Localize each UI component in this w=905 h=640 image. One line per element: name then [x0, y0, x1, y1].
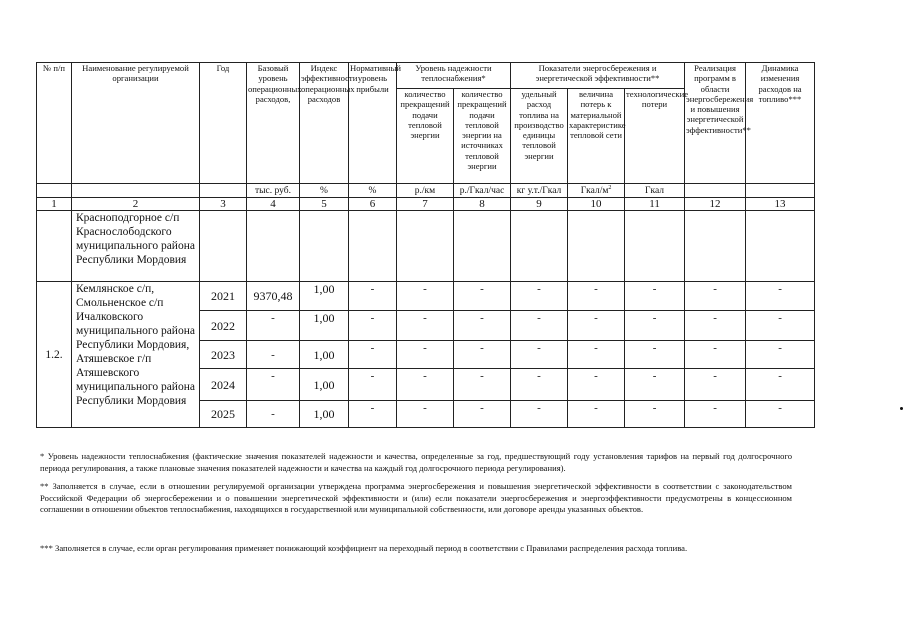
entry-number: 1.2.: [37, 282, 72, 428]
dash-cell: -: [568, 401, 625, 428]
base-cell: -: [247, 401, 300, 428]
dash-cell: -: [511, 282, 568, 311]
column-number: 4: [247, 198, 300, 211]
dash-cell: -: [746, 282, 815, 311]
index-cell: 1,00: [300, 401, 349, 428]
dash-cell: -: [685, 341, 746, 369]
column-number: 7: [397, 198, 454, 211]
column-number: 9: [511, 198, 568, 211]
dash-cell: -: [397, 369, 454, 401]
header-year: Год: [200, 63, 247, 184]
base-cell: 9370,48: [247, 282, 300, 311]
header-energy-saving: Показатели энергосбережения и энергетической эффективности**: [511, 63, 685, 89]
entry-org-name: Кемлянское с/п, Смольненское с/п Ичалковского муниципального района Республики Мордовия, Атяшевское г/п Атяшевского муниципального района Республики Мордовия: [72, 282, 200, 428]
index-cell: 1,00: [300, 369, 349, 401]
dash-cell: -: [685, 401, 746, 428]
dash-cell: -: [746, 369, 815, 401]
header-en-sub1: удельный расход топлива на производство единицы тепловой энергии: [511, 89, 568, 184]
dash-cell: -: [349, 311, 397, 341]
column-number: 10: [568, 198, 625, 211]
dash-cell: -: [625, 401, 685, 428]
base-cell: -: [247, 341, 300, 369]
dash-cell: -: [568, 341, 625, 369]
dash-cell: -: [397, 311, 454, 341]
unit-norm: %: [349, 184, 397, 198]
dash-cell: -: [454, 311, 511, 341]
dash-cell: -: [397, 282, 454, 311]
dash-cell: -: [568, 282, 625, 311]
column-number: 12: [685, 198, 746, 211]
base-cell: -: [247, 369, 300, 401]
unit-en1: кг у.т./Гкал: [511, 184, 568, 198]
header-en-sub3: технологические потери: [625, 89, 685, 184]
footnote-fuel-dynamics: *** Заполняется в случае, если орган регулирования применяет понижающий коэффициент на переходный период в соответствии с Правилами распределения расхода топлива.: [40, 543, 688, 553]
dash-cell: -: [746, 341, 815, 369]
dash-cell: -: [625, 311, 685, 341]
index-cell: 1,00: [300, 282, 349, 311]
year-cell: 2024: [200, 369, 247, 401]
header-normative-profit: Нормативный уровень прибыли: [349, 63, 397, 184]
group-org-name: Красноподгорное с/п Краснослободского муниципального района Республики Мордовия: [72, 211, 200, 282]
header-num: № п/п: [37, 63, 72, 184]
footnote-energy-saving: ** Заполняется в случае, если в отношении регулируемой организации утверждена программа энергосбережения и повышения энергетической эффективности в соответствии с законодательством Российской Федерации об энергосбережении и о повышении энергетической эффективности и (или) если показатели энергосбережения и энергоэффективности предусмотрены в концессионном соглашении в отношении объектов теплоснабжения, находящихся в государственной или муниципальной собственности, или договоре аренды указанных объектов.: [40, 481, 792, 514]
dash-cell: -: [685, 311, 746, 341]
column-number: 11: [625, 198, 685, 211]
header-programs: Реализация программ в области энергосбережения и повышения энергетической эффективности**: [685, 63, 746, 184]
column-number: 13: [746, 198, 815, 211]
unit-en3: Гкал: [625, 184, 685, 198]
dash-cell: -: [746, 311, 815, 341]
dash-cell: -: [511, 369, 568, 401]
dash-cell: -: [397, 401, 454, 428]
year-cell: 2025: [200, 401, 247, 428]
unit-rel1: р./км: [397, 184, 454, 198]
footnote-reliability: * Уровень надежности теплоснабжения (фактические значения показателей надежности и качества, определенные за год, предшествующий году установления тарифов на первый год долгосрочного периода регулирования, а также плановые значения показателей надежности и качества на каждый год долгосрочного периода регулирования).: [40, 451, 792, 473]
year-cell: 2022: [200, 311, 247, 341]
dash-cell: -: [625, 369, 685, 401]
dash-cell: -: [685, 369, 746, 401]
column-number: 3: [200, 198, 247, 211]
dash-cell: -: [349, 341, 397, 369]
header-fuel-dynamics: Динамика изменения расходов на топливо***: [746, 63, 815, 184]
dash-cell: -: [746, 401, 815, 428]
dash-cell: -: [685, 282, 746, 311]
dash-cell: -: [454, 369, 511, 401]
dash-cell: -: [511, 311, 568, 341]
unit-index: %: [300, 184, 349, 198]
unit-en2-sup: 2: [608, 184, 612, 191]
scan-speck: [900, 407, 903, 410]
dash-cell: -: [454, 282, 511, 311]
year-cell: 2023: [200, 341, 247, 369]
index-cell: 1,00: [300, 311, 349, 341]
dash-cell: -: [568, 369, 625, 401]
dash-cell: -: [511, 401, 568, 428]
dash-cell: -: [454, 341, 511, 369]
header-rel-sub1: количество прекращений подачи тепловой энергии: [397, 89, 454, 184]
dash-cell: -: [568, 311, 625, 341]
dash-cell: -: [349, 401, 397, 428]
header-efficiency-index: Индекс эффективности операционных расходов: [300, 63, 349, 184]
header-en-sub2: величина потерь к материальной характеристике тепловой сети: [568, 89, 625, 184]
dash-cell: -: [625, 341, 685, 369]
column-number: 5: [300, 198, 349, 211]
table-row: [37, 282, 815, 311]
column-number: 6: [349, 198, 397, 211]
dash-cell: -: [511, 341, 568, 369]
unit-en2: [568, 184, 625, 198]
dash-cell: -: [454, 401, 511, 428]
unit-rel2: р./Гкал/час: [454, 184, 511, 198]
regulation-table: [36, 62, 815, 428]
unit-base: тыс. руб.: [247, 184, 300, 198]
header-reliability: Уровень надежности теплоснабжения*: [397, 63, 511, 89]
header-base-costs: Базовый уровень операционных расходов,: [247, 63, 300, 184]
year-cell: 2021: [200, 282, 247, 311]
header-rel-sub2: количество прекращений подачи тепловой энергии на источниках тепловой энергии: [454, 89, 511, 184]
header-org: Наименование регулируемой организации: [72, 63, 200, 184]
dash-cell: -: [349, 282, 397, 311]
column-number: 2: [72, 198, 200, 211]
base-cell: -: [247, 311, 300, 341]
unit-en2-base: Гкал/м: [580, 185, 609, 196]
column-number: 1: [37, 198, 72, 211]
column-number: 8: [454, 198, 511, 211]
index-cell: 1,00: [300, 341, 349, 369]
dash-cell: -: [397, 341, 454, 369]
dash-cell: -: [349, 369, 397, 401]
dash-cell: -: [625, 282, 685, 311]
